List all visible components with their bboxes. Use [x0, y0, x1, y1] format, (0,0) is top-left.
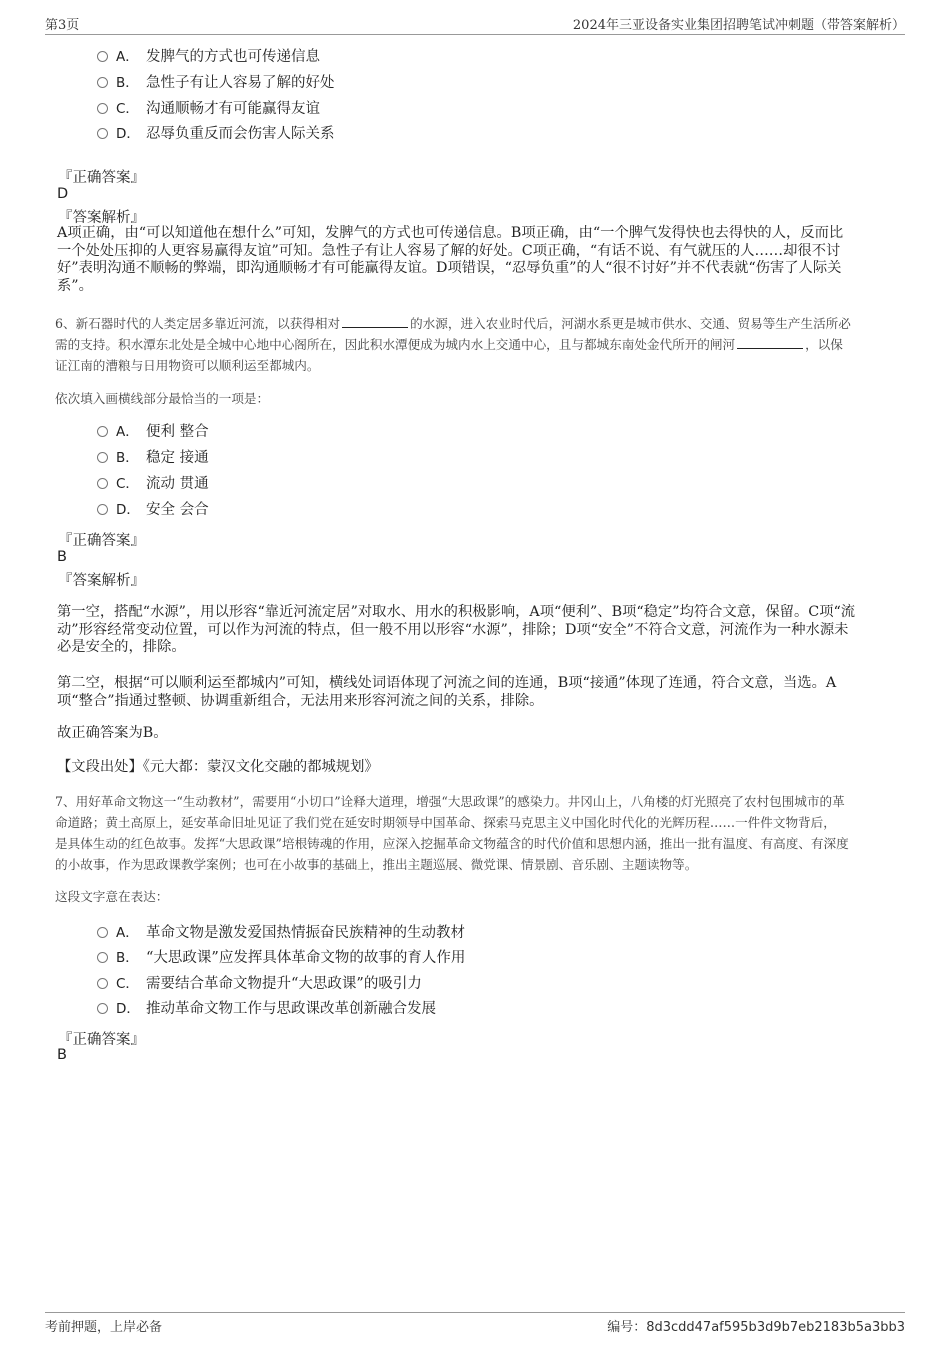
q6-answer: B: [57, 549, 67, 565]
q6-option-a[interactable]: A． 便利 整合: [97, 421, 209, 443]
radio-icon[interactable]: [97, 478, 108, 489]
q7-option-c[interactable]: C． 需要结合革命文物提升“大思政课”的吸引力: [97, 973, 422, 995]
q5-answer: D: [57, 186, 69, 202]
q6-analysis-label: 『答案解析』: [58, 573, 145, 589]
page-number: 第3页: [45, 18, 80, 33]
q5-option-b[interactable]: B． 急性子有让人容易了解的好处: [97, 72, 335, 94]
q7-option-d[interactable]: D． 推动革命文物工作与思政课改革创新融合发展: [97, 998, 436, 1020]
page-header: [45, 14, 905, 35]
q5-analysis: A项正确，由“可以知道他在想什么”可知，发脾气的方式也可传递信息。B项正确，由“一个脾气发得快也去得快的人，反而比 一个处处压抑的人更容易赢得友谊”可知。急性子有让人容易了解的好处。C项正确，“有话不说、有气就压的人……却很不讨 好”表明沟通不顺畅的弊端，即沟通顺畅才有可能赢得友谊。D项错误，“忍辱负重”的人“很不讨好”并不代表就“伤害了人际关 系”。: [57, 225, 844, 294]
q6-conclusion: 故正确答案为B。: [57, 725, 168, 741]
radio-icon[interactable]: [97, 927, 108, 938]
radio-icon[interactable]: [97, 978, 108, 989]
radio-icon[interactable]: [97, 952, 108, 963]
q6-source: 【文段出处】《元大都：蒙汉文化交融的都城规划》: [57, 759, 379, 775]
radio-icon[interactable]: [97, 77, 108, 88]
q5-option-a[interactable]: A． 发脾气的方式也可传递信息: [97, 46, 320, 68]
q7-option-b[interactable]: B． “大思政课”应发挥具体革命文物的故事的育人作用: [97, 947, 465, 969]
q5-option-c[interactable]: C． 沟通顺畅才有可能赢得友谊: [97, 98, 320, 120]
radio-icon[interactable]: [97, 504, 108, 515]
q6-analysis-para-2: 第二空，根据“可以顺利运至都城内”可知，横线处词语体现了河流之间的连通，B项“接通”体现了连通，符合文意，当选。A 项“整合”指通过整顿、协调重新组合，无法用来形容河流之间的关系，排除。: [57, 675, 837, 709]
q5-answer-label: 『正确答案』: [58, 170, 145, 186]
page-footer: [45, 1312, 905, 1335]
q6-option-d[interactable]: D． 安全 会合: [97, 499, 209, 521]
q5-option-d[interactable]: D． 忍辱负重反而会伤害人际关系: [97, 123, 335, 145]
q7-answer: B: [57, 1047, 67, 1063]
q7-option-a[interactable]: A． 革命文物是激发爱国热情振奋民族精神的生动教材: [97, 922, 465, 944]
radio-icon[interactable]: [97, 1003, 108, 1014]
q5-analysis-label: 『答案解析』: [58, 210, 145, 226]
q6-answer-label: 『正确答案』: [58, 533, 145, 549]
radio-icon[interactable]: [97, 128, 108, 139]
footer-slogan: 考前押题，上岸必备: [45, 1320, 163, 1335]
q7-prompt: 这段文字意在表达：: [55, 889, 169, 904]
fill-blank-1: [342, 315, 408, 328]
q6-stem: 6、新石器时代的人类定居多靠近河流，以获得相对 的水源，进入农业时代后，河湖水系更是城市供水、交通、贸易等生产生活所必 需的支持。积水潭东北处是全城中心地中心阁所在，因此积水潭便成为城内水上交通中心，且与都城东南处金代所开的闸河 ，以保 证江南的漕粮与日用物资可以顺利运至都城内。: [55, 316, 851, 373]
q6-prompt: 依次填入画横线部分最恰当的一项是：: [55, 391, 270, 406]
radio-icon[interactable]: [97, 452, 108, 463]
radio-icon[interactable]: [97, 103, 108, 114]
q7-stem: 7、用好革命文物这一“生动教材”，需要用“小切口”诠释大道理，增强“大思政课”的感染力。井冈山上，八角楼的灯光照亮了农村包围城市的革 命道路；黄土高原上，延安革命旧址见证了我们党在延安时期领导中国革命、探索马克思主义中国化时代化的光辉历程……一件件文物背后， 是具体生动的红色故事。发挥“大思政课”培根铸魂的作用，应深入挖掘革命文物蕴含的时代价值和思想内涵，推出一批有温度、有高度、有深度 的小故事，作为思政课教学案例；也可在小故事的基础上，推出主题巡展、微党课、情景剧、音乐剧、主题读物等。: [55, 794, 849, 872]
document-id: 编号：8d3cdd47af595b3d9b7eb2183b5a3bb3: [607, 1320, 905, 1335]
radio-icon[interactable]: [97, 426, 108, 437]
fill-blank-2: [737, 336, 803, 349]
q6-analysis-para-1: 第一空，搭配“水源”，用以形容“靠近河流定居”对取水、用水的积极影响，A项“便利”、B项“稳定”均符合文意，保留。C项“流 动”形容经常变动位置，可以作为河流的特点，但一般不用以形容“水源”，排除；D项“安全”不符合文意，河流作为一种水源未 必是安全的，排除。: [57, 604, 856, 655]
q6-option-b[interactable]: B． 稳定 接通: [97, 447, 209, 469]
document-title: 2024年三亚设备实业集团招聘笔试冲刺题（带答案解析）: [572, 18, 905, 33]
q6-option-c[interactable]: C． 流动 贯通: [97, 473, 209, 495]
q7-answer-label: 『正确答案』: [58, 1032, 145, 1048]
radio-icon[interactable]: [97, 51, 108, 62]
